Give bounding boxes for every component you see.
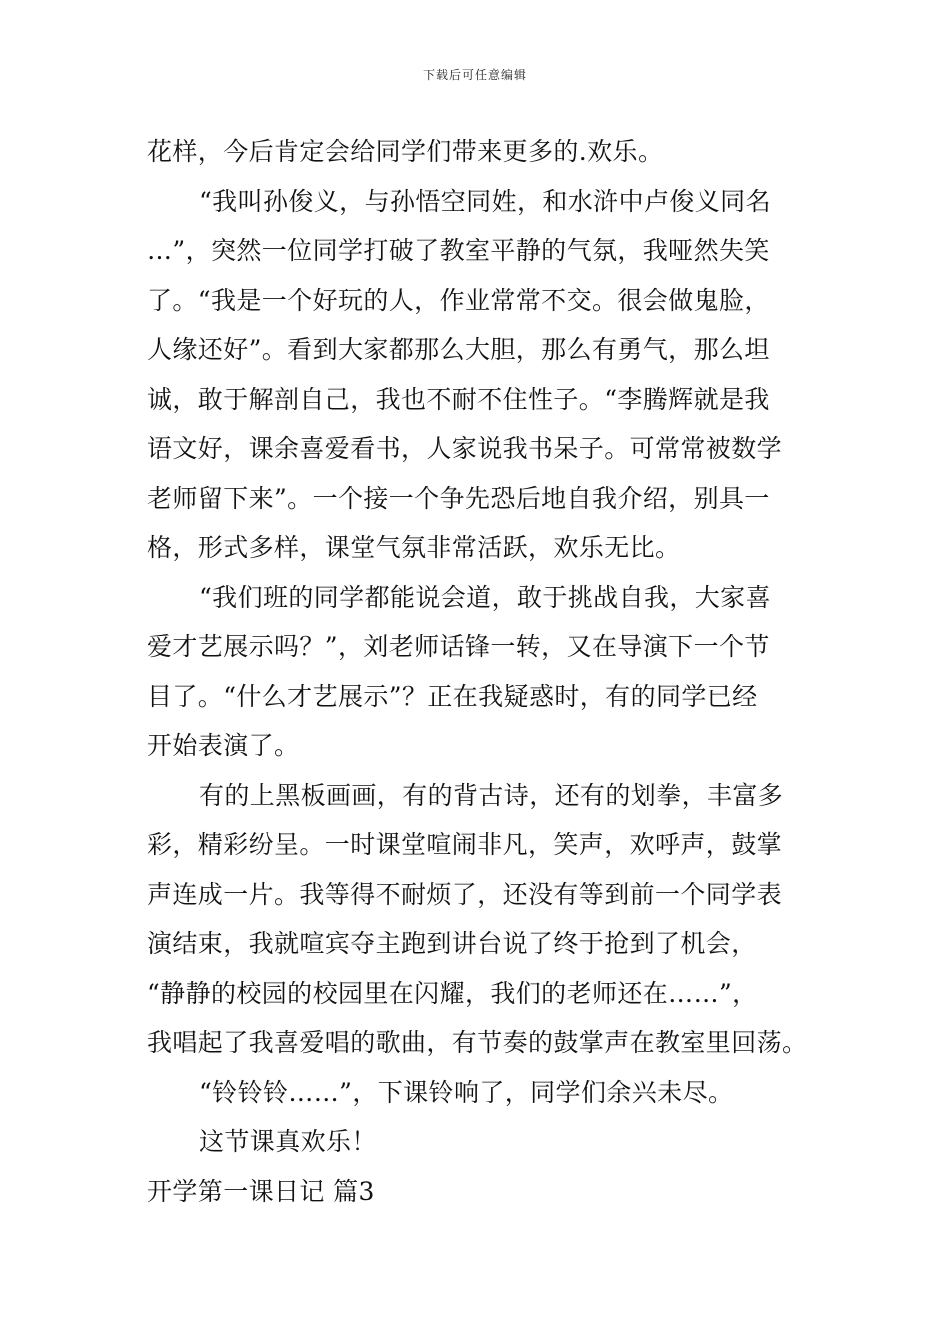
text-line: 爱才艺展示吗？”，刘老师话锋一转，又在导演下一个节 — [147, 632, 770, 661]
text-line: 诚，敢于解剖自己，我也不耐不住性子。“李腾辉就是我 — [147, 384, 770, 414]
text-line: …”，突然一位同学打破了教室平静的气氛，我哑然失笑 — [147, 236, 770, 265]
text-line: “铃铃铃……”，下课铃响了，同学们余兴未尽。 — [199, 1077, 734, 1107]
text-line: 人缘还好”。看到大家都那么大胆，那么有勇气，那么坦 — [147, 335, 770, 364]
text-line: “我们班的同学都能说会道，敢于挑战自我，大家喜 — [199, 582, 771, 612]
text-line: 演结束，我就喧宾夺主跑到讲台说了终于抢到了机会， — [147, 929, 757, 958]
text-line: 彩，精彩纷呈。一时课堂喧闹非凡，笑声，欢呼声，鼓掌 — [147, 830, 783, 859]
text-line: “我叫孙俊义，与孙悟空同姓，和水浒中卢俊义同名 — [199, 186, 771, 216]
text-line: 我唱起了我喜爱唱的歌曲，有节奏的鼓掌声在教室里回荡。 — [147, 1028, 808, 1057]
text-line: 声连成一片。我等得不耐烦了，还没有等到前一个同学表 — [147, 879, 783, 909]
text-line: “静静的校园的校园里在闪耀，我们的老师还在……”， — [147, 978, 758, 1008]
text-line: 开始表演了。 — [147, 731, 300, 760]
text-line: 有的上黑板画画，有的背古诗，还有的划拳，丰富多 — [199, 780, 784, 810]
text-line: 格，形式多样，课堂气氛非常活跃，欢乐无比。 — [147, 533, 681, 562]
document-body — [147, 127, 812, 1216]
page-header: 下载后可任意编辑 — [422, 68, 527, 82]
text-line: 老师留下来”。一个接一个争先恐后地自我介绍，别具一 — [147, 483, 770, 513]
text-line: 语文好，课余喜爱看书，人家说我书呆子。可常常被数学 — [147, 434, 783, 463]
text-line: 了。“我是一个好玩的人，作业常常不交。很会做鬼脸， — [147, 285, 770, 315]
section-heading: 开学第一课日记 篇3 — [147, 1176, 375, 1206]
text-line: 目了。“什么才艺展示”？正在我疑惑时，有的同学已经 — [147, 681, 758, 711]
text-line: 花样，今后肯定会给同学们带来更多的.欢乐。 — [147, 137, 664, 166]
text-line: 这节课真欢乐！ — [199, 1127, 377, 1156]
